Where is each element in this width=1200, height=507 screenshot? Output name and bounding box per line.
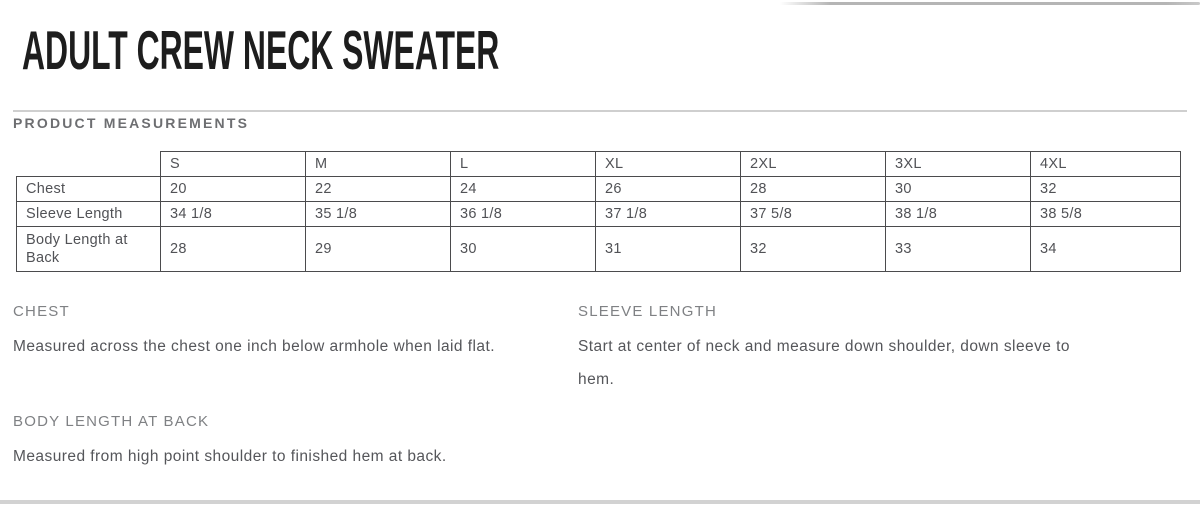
- guide-chest: [13, 303, 558, 363]
- guide-body-length-text: Measured from high point shoulder to finished hem at back.: [13, 448, 447, 465]
- measurement-cell: 30: [886, 177, 1031, 202]
- measurement-cell: 36 1/8: [451, 202, 596, 227]
- measurement-cell: 37 5/8: [741, 202, 886, 227]
- guide-sleeve-length-text: Start at center of neck and measure down shoulder, down sleeve to hem.: [578, 338, 1070, 388]
- measurement-cell: 28: [741, 177, 886, 202]
- table-header-row: [17, 152, 1181, 177]
- top-edge-partial-divider: [780, 2, 1200, 5]
- section-divider-rule: [13, 110, 1187, 112]
- guide-sleeve-length-heading: SLEEVE LENGTH: [578, 303, 717, 320]
- measurement-cell: 26: [596, 177, 741, 202]
- size-column-header: L: [451, 152, 596, 177]
- size-column-header: S: [161, 152, 306, 177]
- table-row-chest: [17, 177, 1181, 202]
- measurement-cell: 28: [161, 227, 306, 272]
- size-column-header: XL: [596, 152, 741, 177]
- guide-body-length-at-back: [13, 413, 573, 473]
- product-measurements-table: [16, 151, 1181, 272]
- table-corner-blank-cell: [17, 152, 161, 177]
- bottom-edge-divider: [0, 500, 1200, 504]
- section-heading-product-measurements: PRODUCT MEASUREMENTS: [13, 115, 250, 131]
- measurement-cell: 38 5/8: [1031, 202, 1181, 227]
- measurement-cell: 22: [306, 177, 451, 202]
- table-row-body-length-at-back: [17, 227, 1181, 272]
- measurement-cell: 32: [1031, 177, 1181, 202]
- size-column-header: 3XL: [886, 152, 1031, 177]
- measurement-cell: 30: [451, 227, 596, 272]
- table-row-sleeve-length: [17, 202, 1181, 227]
- size-column-header: 4XL: [1031, 152, 1181, 177]
- measurement-cell: 24: [451, 177, 596, 202]
- measurement-cell: 29: [306, 227, 451, 272]
- size-column-header: M: [306, 152, 451, 177]
- measurement-cell: 35 1/8: [306, 202, 451, 227]
- guide-chest-text: Measured across the chest one inch below armhole when laid flat.: [13, 338, 495, 355]
- row-label: Sleeve Length: [17, 202, 161, 227]
- measurement-cell: 20: [161, 177, 306, 202]
- row-label: Body Length at Back: [17, 227, 161, 272]
- guide-body-length-heading: BODY LENGTH AT BACK: [13, 413, 210, 430]
- measurement-cell: 32: [741, 227, 886, 272]
- size-column-header: 2XL: [741, 152, 886, 177]
- measurement-cell: 37 1/8: [596, 202, 741, 227]
- row-label: Chest: [17, 177, 161, 202]
- guide-sleeve-length: [578, 303, 1098, 396]
- measurement-cell: 33: [886, 227, 1031, 272]
- guide-chest-heading: CHEST: [13, 303, 70, 320]
- measurement-cell: 38 1/8: [886, 202, 1031, 227]
- page-title: ADULT CREW NECK SWEATER: [22, 19, 500, 81]
- measurement-cell: 34 1/8: [161, 202, 306, 227]
- measurement-cell: 31: [596, 227, 741, 272]
- measurement-cell: 34: [1031, 227, 1181, 272]
